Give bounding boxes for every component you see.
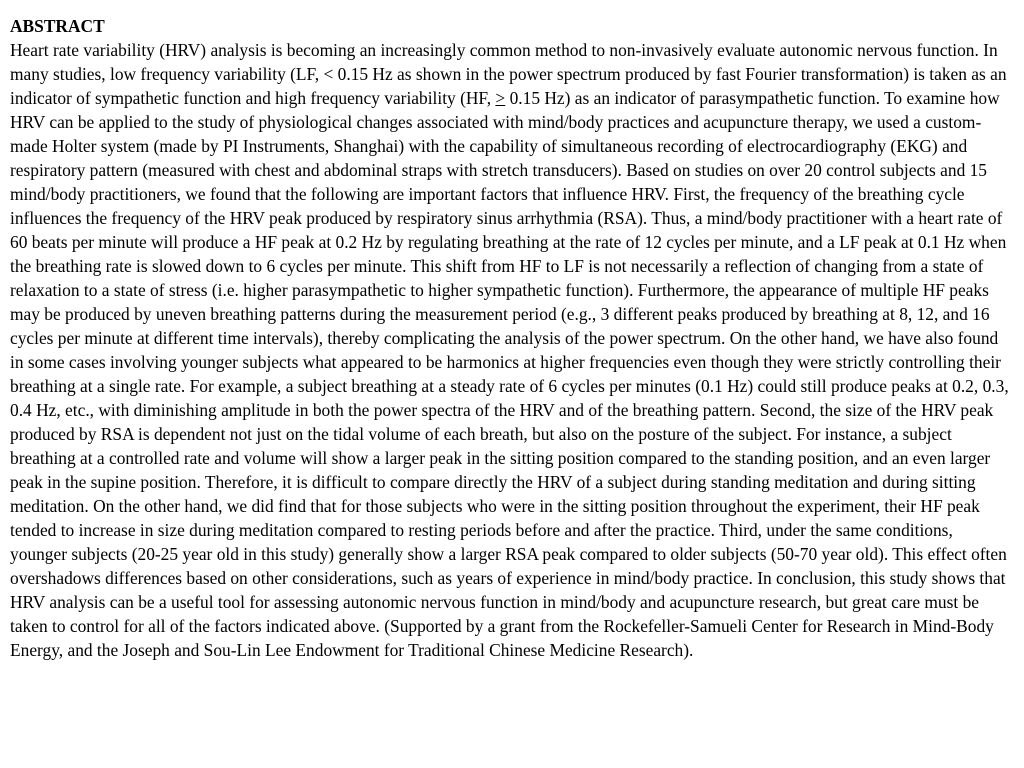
abstract-text-part-1: Heart rate variability (HRV) analysis is becoming an increasingly common method to non-invasively evaluate autonomic nervous function. In many studies, low frequency variability (LF, < 0.15 Hz as shown in the power spectrum produced by fast Fourier transformation) is taken as an indicator of sympathetic function and high frequency variability (HF, (10, 40, 1007, 108)
abstract-heading: ABSTRACT (10, 16, 105, 36)
abstract-body (10, 38, 1014, 662)
greater-equal-symbol: > (495, 88, 506, 108)
abstract-text-part-2: 0.15 Hz) as an indicator of parasympathetic function. To examine how HRV can be applied to the study of physiological changes associated with mind/body practices and acupuncture therapy, we used a custom-made Holter system (made by PI Instruments, Shanghai) with the capability of simultaneous recording of electrocardiography (EKG) and respiratory pattern (measured with chest and abdominal straps with stretch transducers). Based on studies on over 20 control subjects and 15 mind/body practitioners, we found that the following are important factors that influence HRV. First, the frequency of the breathing cycle influences the frequency of the HRV peak produced by respiratory sinus arrhythmia (RSA). Thus, a mind/body practitioner with a heart rate of 60 beats per minute will produce a HF peak at 0.2 Hz by regulating breathing at the rate of 12 cycles per minute, and a LF peak at 0.1 Hz when the breathing rate is slowed down to 6 cycles per minute. This shift from HF to LF is not necessarily a reflection of changing from a state of relaxation to a state of stress (i.e. higher parasympathetic to higher sympathetic function). Furthermore, the appearance of multiple HF peaks may be produced by uneven breathing patterns during the measurement period (e.g., 3 different peaks produced by breathing at 8, 12, and 16 cycles per minute at different time intervals), thereby complicating the analysis of the power spectrum. On the other hand, we have also found in some cases involving younger subjects what appeared to be harmonics at higher frequencies even though they were strictly controlling their breathing at a single rate. For example, a subject breathing at a steady rate of 6 cycles per minutes (0.1 Hz) could still produce peaks at 0.2, 0.3, 0.4 Hz, etc., with diminishing amplitude in both the power spectra of the HRV and of the breathing pattern. Second, the size of the HRV peak produced by RSA is dependent not just on the tidal volume of each breath, but also on the posture of the subject. For instance, a subject breathing at a controlled rate and volume will show a larger peak in the sitting position compared to the standing position, and an even larger peak in the supine position. Therefore, it is difficult to compare directly the HRV of a subject during standing meditation and during sitting meditation. On the other hand, we did find that for those subjects who were in the sitting position throughout the experiment, their HF peak tended to increase in size during meditation compared to resting periods before and after the practice. Third, under the same conditions, younger subjects (20-25 year old in this study) generally show a larger RSA peak compared to older subjects (50-70 year old). This effect often overshadows differences based on other considerations, such as years of experience in mind/body practice. In conclusion, this study shows that HRV analysis can be a useful tool for assessing autonomic nervous function in mind/body and acupuncture research, but great care must be taken to control for all of the factors indicated above. (Supported by a grant from the Rockefeller-Samueli Center for Research in Mind-Body Energy, and the Joseph and Sou-Lin Lee Endowment for Traditional Chinese Medicine Research). (10, 88, 1009, 660)
abstract-page (10, 14, 1014, 662)
